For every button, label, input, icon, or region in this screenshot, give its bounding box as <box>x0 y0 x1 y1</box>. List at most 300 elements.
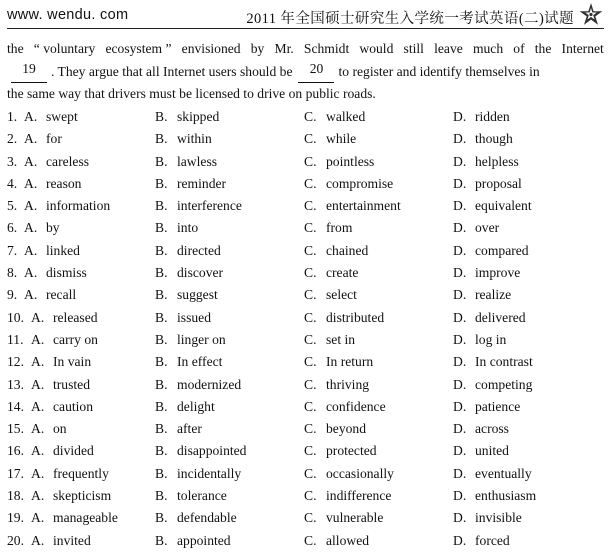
option-c <box>304 151 374 173</box>
option-letter: A. <box>31 443 45 459</box>
question-row <box>7 374 607 396</box>
option-letter: C. <box>304 331 317 347</box>
option-letter: A. <box>24 131 38 147</box>
option-a <box>31 507 118 529</box>
question-number: 18. <box>7 488 24 504</box>
option-text: incidentally <box>177 465 242 481</box>
option-letter: C. <box>304 510 317 526</box>
question-number: 5. <box>7 198 18 214</box>
option-letter: D. <box>453 510 467 526</box>
option-letter: A. <box>31 510 45 526</box>
question-row <box>7 217 607 239</box>
option-letter: B. <box>155 287 168 303</box>
option-c <box>304 351 373 373</box>
site-url: www. wendu. com <box>7 7 129 23</box>
passage-text: . They argue that all Internet users should be <box>51 63 293 79</box>
option-d <box>453 284 511 306</box>
option-letter: C. <box>304 109 317 124</box>
passage-word: Internet <box>561 41 604 56</box>
option-letter: B. <box>155 309 168 325</box>
option-text: appointed <box>177 532 231 548</box>
option-letter: D. <box>453 265 467 281</box>
option-d <box>453 195 532 217</box>
option-letter: A. <box>31 309 45 325</box>
question-number: 14. <box>7 398 24 414</box>
question-row <box>7 396 607 418</box>
option-text: select <box>326 287 357 303</box>
option-letter: A. <box>31 465 45 481</box>
option-text: eventually <box>475 465 532 481</box>
option-a <box>24 262 87 284</box>
option-a <box>24 106 78 128</box>
option-c <box>304 530 369 552</box>
option-c <box>304 396 386 418</box>
option-text: thriving <box>326 376 370 392</box>
option-text: compromise <box>326 175 394 191</box>
option-c <box>304 217 352 239</box>
option-letter: B. <box>155 242 168 258</box>
option-letter: B. <box>155 532 168 548</box>
option-letter: B. <box>155 331 168 347</box>
option-a <box>24 217 60 239</box>
question-number: 2. <box>7 131 18 147</box>
option-text: linger on <box>177 331 226 347</box>
option-letter: A. <box>24 175 38 191</box>
option-b <box>155 329 226 351</box>
question-number: 1. <box>7 109 18 124</box>
option-letter: C. <box>304 131 317 147</box>
option-text: on <box>53 421 67 437</box>
option-c <box>304 507 383 529</box>
option-letter: C. <box>304 465 317 481</box>
option-c <box>304 128 356 150</box>
option-c <box>304 195 401 217</box>
option-text: into <box>177 220 199 236</box>
option-text: forced <box>475 532 510 548</box>
option-letter: D. <box>453 532 467 548</box>
option-text: united <box>475 443 509 459</box>
option-c <box>304 284 357 306</box>
option-letter: B. <box>155 175 168 191</box>
question-row <box>7 440 607 462</box>
passage-word: much <box>472 41 504 56</box>
option-letter: C. <box>304 398 317 414</box>
option-text: competing <box>475 376 533 392</box>
option-text: for <box>46 131 62 147</box>
option-letter: D. <box>453 220 467 236</box>
passage-word: “ voluntary <box>33 41 96 56</box>
option-letter: B. <box>155 510 168 526</box>
option-d <box>453 240 529 262</box>
passage-word: still <box>403 41 424 56</box>
option-a <box>31 329 98 351</box>
option-text: compared <box>475 242 529 258</box>
option-b <box>155 418 202 440</box>
option-c <box>304 485 391 507</box>
question-number: 13. <box>7 376 24 392</box>
option-letter: B. <box>155 376 168 392</box>
option-letter: D. <box>453 398 467 414</box>
option-b <box>155 217 198 239</box>
option-letter: D. <box>453 309 467 325</box>
option-text: reason <box>46 175 82 191</box>
question-row <box>7 284 607 306</box>
passage-word: envisioned <box>181 41 241 56</box>
option-letter: B. <box>155 265 168 281</box>
option-text: confidence <box>326 398 386 414</box>
option-letter: D. <box>453 488 467 504</box>
question-number: 9. <box>7 287 18 303</box>
option-a <box>24 128 62 150</box>
option-letter: A. <box>24 198 38 214</box>
option-letter: A. <box>24 287 38 303</box>
passage-word: Mr. <box>274 41 294 56</box>
page-header <box>7 4 604 29</box>
option-letter: C. <box>304 175 317 191</box>
question-row <box>7 507 607 529</box>
option-text: information <box>46 198 111 214</box>
option-text: while <box>326 131 357 147</box>
option-text: directed <box>177 242 221 258</box>
question-number: 4. <box>7 175 18 191</box>
question-number: 15. <box>7 421 24 437</box>
option-text: walked <box>326 109 366 124</box>
answer-options <box>7 106 607 552</box>
question-row <box>7 307 607 329</box>
blank-19: 19 <box>11 61 47 84</box>
option-letter: C. <box>304 354 317 370</box>
option-letter: C. <box>304 220 317 236</box>
option-letter: A. <box>31 398 45 414</box>
option-d <box>453 329 506 351</box>
option-c <box>304 262 358 284</box>
option-text: divided <box>53 443 94 459</box>
option-a <box>31 530 91 552</box>
option-letter: A. <box>31 488 45 504</box>
option-letter: D. <box>453 443 467 459</box>
question-row <box>7 128 607 150</box>
option-text: skepticism <box>53 488 112 504</box>
option-text: equivalent <box>475 198 532 214</box>
question-row <box>7 530 607 552</box>
option-letter: A. <box>24 242 38 258</box>
option-text: ridden <box>475 109 510 124</box>
option-letter: D. <box>453 109 467 124</box>
option-a <box>24 195 110 217</box>
option-d <box>453 418 509 440</box>
option-a <box>24 240 80 262</box>
option-text: proposal <box>475 175 522 191</box>
question-number: 7. <box>7 242 18 258</box>
option-letter: B. <box>155 398 168 414</box>
option-b <box>155 173 226 195</box>
question-row <box>7 195 607 217</box>
option-text: by <box>46 220 60 236</box>
passage <box>7 38 604 106</box>
option-letter: D. <box>453 331 467 347</box>
option-text: indifference <box>326 488 392 504</box>
option-text: lawless <box>177 153 218 169</box>
option-letter: A. <box>24 109 38 124</box>
option-letter: B. <box>155 354 168 370</box>
question-number: 12. <box>7 354 24 370</box>
option-a <box>31 463 109 485</box>
option-b <box>155 440 246 462</box>
passage-word: Schmidt <box>303 41 350 56</box>
question-number: 19. <box>7 510 24 526</box>
option-text: delivered <box>475 309 526 325</box>
option-text: disappointed <box>177 443 247 459</box>
option-b <box>155 374 241 396</box>
option-letter: C. <box>304 242 317 258</box>
option-d <box>453 173 522 195</box>
option-letter: B. <box>155 198 168 214</box>
option-b <box>155 151 217 173</box>
option-text: allowed <box>326 532 370 548</box>
option-b <box>155 396 215 418</box>
question-row <box>7 106 607 128</box>
option-letter: D. <box>453 376 467 392</box>
question-row <box>7 173 607 195</box>
question-number: 20. <box>7 532 24 548</box>
option-b <box>155 240 221 262</box>
option-d <box>453 396 520 418</box>
option-text: vulnerable <box>326 510 384 526</box>
passage-word: the <box>534 41 552 56</box>
option-text: linked <box>46 242 80 258</box>
question-number: 10. <box>7 309 24 325</box>
option-letter: B. <box>155 488 168 504</box>
option-c <box>304 307 384 329</box>
option-d <box>453 485 536 507</box>
passage-text: the same way that drivers must be licensed to drive on public roads. <box>7 86 376 101</box>
option-letter: B. <box>155 109 168 124</box>
option-text: protected <box>326 443 377 459</box>
option-text: enthusiasm <box>475 488 537 504</box>
option-letter: B. <box>155 153 168 169</box>
option-text: after <box>177 421 202 437</box>
question-row <box>7 463 607 485</box>
option-d <box>453 151 519 173</box>
option-text: caution <box>53 398 94 414</box>
option-b <box>155 284 218 306</box>
question-row <box>7 329 607 351</box>
option-letter: A. <box>31 354 45 370</box>
option-letter: C. <box>304 421 317 437</box>
option-text: interference <box>177 198 242 214</box>
option-letter: B. <box>155 443 168 459</box>
option-c <box>304 440 377 462</box>
option-b <box>155 262 223 284</box>
option-a <box>24 284 76 306</box>
passage-word: would <box>359 41 394 56</box>
option-letter: C. <box>304 153 317 169</box>
option-letter: C. <box>304 287 317 303</box>
option-text: released <box>53 309 98 325</box>
option-text: dismiss <box>46 265 87 281</box>
option-letter: D. <box>453 131 467 147</box>
option-letter: C. <box>304 309 317 325</box>
option-letter: D. <box>453 354 467 370</box>
option-text: distributed <box>326 309 385 325</box>
option-letter: C. <box>304 198 317 214</box>
option-letter: A. <box>31 532 45 548</box>
option-letter: D. <box>453 287 467 303</box>
option-text: manageable <box>53 510 118 526</box>
option-text: pointless <box>326 153 375 169</box>
option-letter: C. <box>304 265 317 281</box>
option-text: realize <box>475 287 512 303</box>
option-a <box>24 151 89 173</box>
passage-word: by <box>250 41 265 56</box>
option-b <box>155 485 227 507</box>
question-row <box>7 151 607 173</box>
option-d <box>453 106 510 128</box>
option-text: swept <box>46 109 78 124</box>
option-d <box>453 530 510 552</box>
passage-text: to register and identify themselves in <box>338 63 540 79</box>
option-text: modernized <box>177 376 242 392</box>
option-text: delight <box>177 398 215 414</box>
option-text: entertainment <box>326 198 401 214</box>
option-letter: A. <box>31 421 45 437</box>
option-c <box>304 173 393 195</box>
option-b <box>155 106 219 128</box>
passage-line-2 <box>7 61 604 84</box>
option-c <box>304 374 369 396</box>
passage-word: leave <box>434 41 463 56</box>
option-a <box>31 418 67 440</box>
question-row <box>7 262 607 284</box>
option-text: discover <box>177 265 224 281</box>
question-row <box>7 351 607 373</box>
question-row <box>7 240 607 262</box>
option-b <box>155 530 231 552</box>
option-d <box>453 262 520 284</box>
option-text: reminder <box>177 175 227 191</box>
option-c <box>304 240 368 262</box>
option-d <box>453 307 526 329</box>
option-letter: C. <box>304 532 317 548</box>
option-letter: D. <box>453 153 467 169</box>
option-text: over <box>475 220 500 236</box>
option-text: set in <box>326 331 356 347</box>
option-d <box>453 463 532 485</box>
option-text: from <box>326 220 353 236</box>
option-d <box>453 440 509 462</box>
option-c <box>304 329 355 351</box>
option-a <box>31 485 111 507</box>
option-text: In return <box>326 354 374 370</box>
option-text: beyond <box>326 421 367 437</box>
star-logo-icon <box>578 2 604 28</box>
option-text: patience <box>475 398 521 414</box>
option-text: across <box>475 421 509 437</box>
option-a <box>31 307 98 329</box>
option-text: carry on <box>53 331 98 347</box>
option-text: recall <box>46 287 77 303</box>
option-letter: B. <box>155 465 168 481</box>
option-a <box>31 396 93 418</box>
option-d <box>453 128 513 150</box>
option-letter: A. <box>24 153 38 169</box>
question-number: 8. <box>7 265 18 281</box>
option-letter: B. <box>155 220 168 236</box>
option-d <box>453 351 533 373</box>
option-a <box>31 374 90 396</box>
option-b <box>155 463 241 485</box>
option-letter: A. <box>24 220 38 236</box>
option-text: create <box>326 265 359 281</box>
passage-line-3 <box>7 83 604 106</box>
option-letter: D. <box>453 421 467 437</box>
option-a <box>24 173 81 195</box>
passage-word: the <box>7 41 24 56</box>
option-text: skipped <box>177 109 220 124</box>
question-row <box>7 485 607 507</box>
option-letter: B. <box>155 131 168 147</box>
option-letter: A. <box>24 265 38 281</box>
option-letter: D. <box>453 198 467 214</box>
option-letter: D. <box>453 175 467 191</box>
option-d <box>453 374 532 396</box>
option-text: log in <box>475 331 507 347</box>
option-letter: B. <box>155 421 168 437</box>
option-text: careless <box>46 153 90 169</box>
option-text: invisible <box>475 510 522 526</box>
blank-20: 20 <box>298 61 334 84</box>
option-text: though <box>475 131 513 147</box>
option-text: In effect <box>177 354 223 370</box>
option-letter: D. <box>453 242 467 258</box>
option-letter: C. <box>304 488 317 504</box>
option-a <box>31 351 91 373</box>
question-number: 11. <box>7 331 24 347</box>
option-text: defendable <box>177 510 237 526</box>
option-c <box>304 106 365 128</box>
option-letter: A. <box>31 331 45 347</box>
question-number: 3. <box>7 153 18 169</box>
option-text: issued <box>177 309 211 325</box>
option-letter: C. <box>304 443 317 459</box>
exam-title: 2011 年全国硕士研究生入学统一考试英语(二)试题 <box>246 11 574 27</box>
question-number: 16. <box>7 443 24 459</box>
option-b <box>155 195 242 217</box>
option-text: frequently <box>53 465 109 481</box>
option-a <box>31 440 94 462</box>
option-d <box>453 217 499 239</box>
option-c <box>304 463 394 485</box>
option-text: In vain <box>53 354 92 370</box>
question-number: 17. <box>7 465 24 481</box>
option-text: In contrast <box>475 354 533 370</box>
option-b <box>155 128 212 150</box>
option-letter: A. <box>31 376 45 392</box>
question-number: 6. <box>7 220 18 236</box>
option-letter: C. <box>304 376 317 392</box>
passage-line-1 <box>7 38 604 61</box>
option-b <box>155 351 222 373</box>
option-text: tolerance <box>177 488 227 504</box>
option-text: invited <box>53 532 91 548</box>
question-row <box>7 418 607 440</box>
option-c <box>304 418 366 440</box>
option-text: suggest <box>177 287 218 303</box>
option-text: occasionally <box>326 465 394 481</box>
passage-word: of <box>513 41 525 56</box>
passage-word: ecosystem ” <box>105 41 172 56</box>
option-text: improve <box>475 265 521 281</box>
